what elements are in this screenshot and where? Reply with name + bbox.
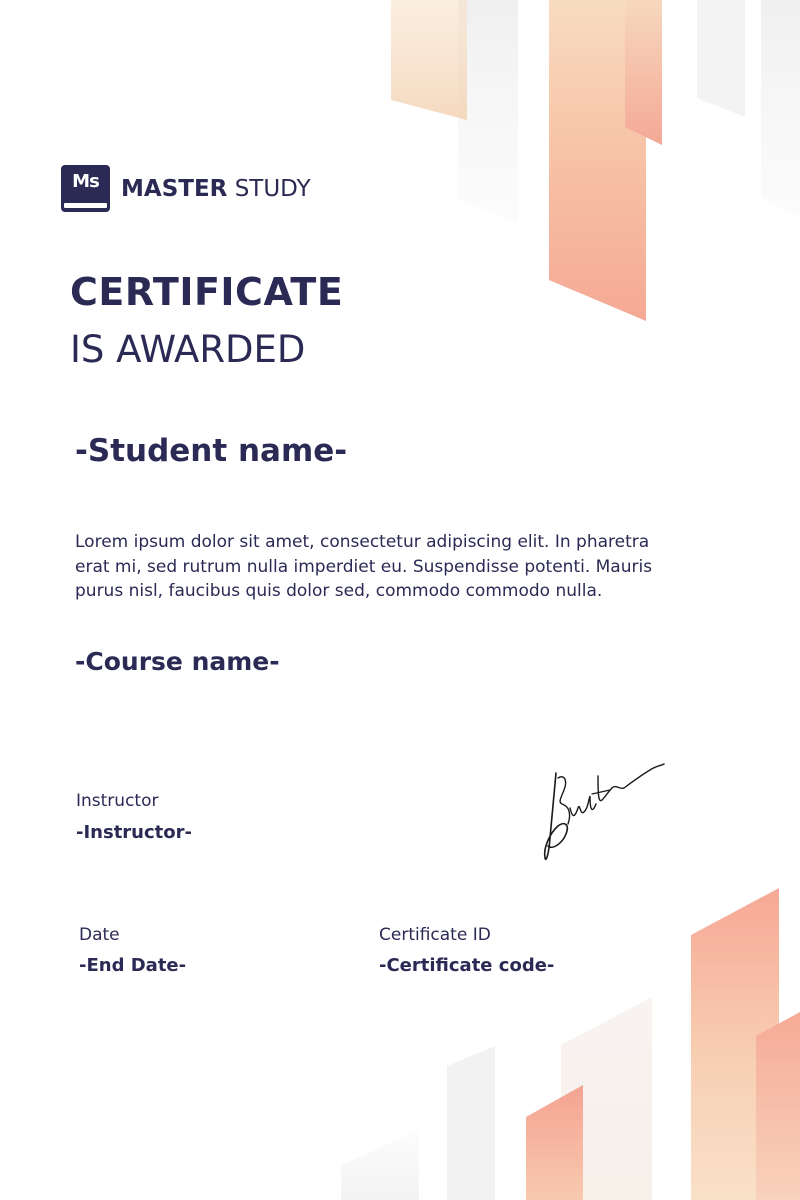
decor-shape [625,0,662,145]
decor-shape [756,1012,800,1200]
signature-icon [528,738,673,873]
decor-shape [549,0,646,321]
date-value: -End Date- [79,955,187,976]
decor-shape [391,0,467,120]
course-name: -Course name- [75,647,280,676]
decor-shape [691,888,779,1200]
decor-shape [761,0,800,217]
decor-shape [341,1130,419,1200]
certificate-title: CERTIFICATE [70,270,344,314]
instructor-value: -Instructor- [76,822,192,843]
certificate-id-label: Certificate ID [379,925,491,945]
logo-mark-text: Ms [72,170,99,192]
brand-name-bold: MASTER [121,176,228,202]
decor-shape [526,1085,583,1200]
decor-shape [447,1046,495,1200]
certificate-subtitle: IS AWARDED [70,328,306,371]
decor-shape [561,997,652,1200]
date-label: Date [79,925,120,945]
book-logo-icon [61,165,110,214]
decor-shape [697,0,745,117]
instructor-label: Instructor [76,791,159,811]
brand-name [121,176,311,202]
brand-name-light: STUDY [234,176,311,202]
decor-shape [458,0,518,222]
certificate-description: Lorem ipsum dolor sit amet, consectetur adipiscing elit. In pharetra erat mi, sed rutrum nulla imperdiet eu. Suspendisse potenti. Mauris purus nisl, faucibus quis dolor sed, commodo commodo nulla. [75,532,653,601]
certificate-id-value: -Certificate code- [379,955,555,976]
brand-logo [61,164,311,214]
student-name: -Student name- [75,433,348,469]
